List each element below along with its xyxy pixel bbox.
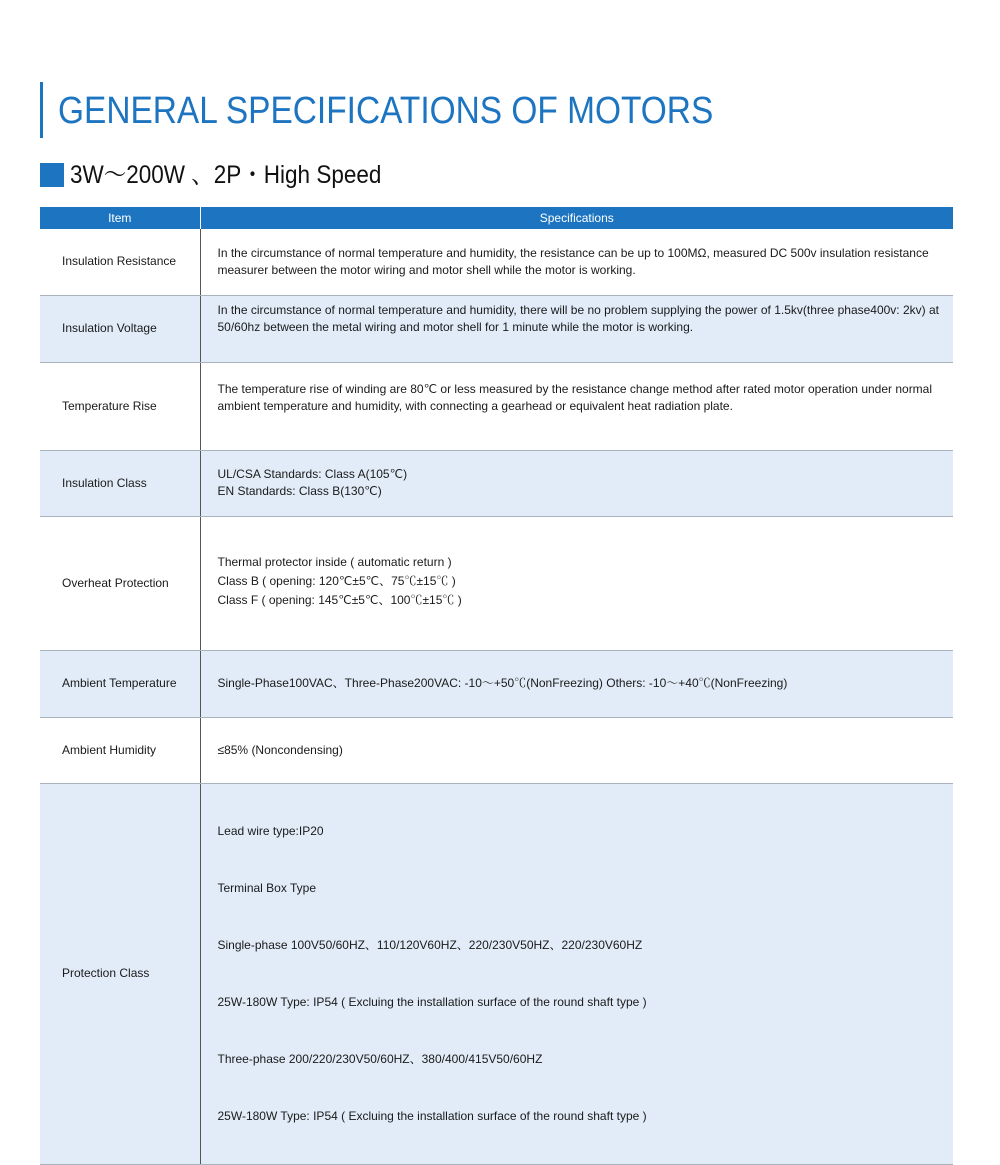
spec-text: In the circumstance of normal temperature and humidity, there will be no problem supplying the power of 1.5kv(three phase400v: 2kv) at 50/60hz between the metal wiring and motor shell for 1 minute while the motor is working. <box>217 302 939 334</box>
row-item-cell <box>40 650 200 717</box>
table-row <box>40 362 953 450</box>
table-row <box>40 516 953 650</box>
table-row <box>40 717 953 783</box>
row-spec-cell <box>200 717 953 783</box>
spec-line: Terminal Box Type <box>217 880 316 895</box>
row-spec-cell <box>200 295 953 362</box>
row-item-label: Temperature Rise <box>62 398 157 413</box>
spec-line: Class B ( opening: 120℃±5℃、75℃±15℃ ) <box>217 573 456 588</box>
spec-line: EN Standards: Class B(130℃) <box>217 484 382 498</box>
row-item-label: Ambient Humidity <box>62 742 157 757</box>
page-title: GENERAL SPECIFICATIONS OF MOTORS <box>58 90 714 132</box>
row-spec-cell <box>200 650 953 717</box>
row-item-label: Insulation Resistance <box>62 254 177 269</box>
row-item-label: Protection Class <box>62 966 150 980</box>
specifications-table <box>40 207 953 1165</box>
spec-line: Class F ( opening: 145℃±5℃、100℃±15℃ ) <box>217 592 462 607</box>
row-item-cell <box>40 295 200 362</box>
row-item-label: Ambient Temperature <box>62 676 177 690</box>
row-item-cell <box>40 229 200 295</box>
spec-line: Three-phase 200/220/230V50/60HZ、380/400/415V50/60HZ <box>217 1051 543 1066</box>
column-header-specifications: Specifications <box>200 207 953 229</box>
table-row <box>40 783 953 1164</box>
spec-line: 25W-180W Type: IP54 ( Excluing the installation surface of the round shaft type ) <box>217 1108 647 1123</box>
row-spec-cell <box>200 783 953 1164</box>
table-header-row <box>40 207 953 229</box>
table-row <box>40 229 953 295</box>
row-item-cell <box>40 362 200 450</box>
row-item-cell <box>40 717 200 783</box>
spec-line: Single-phase 100V50/60HZ、110/120V60HZ、220/230V50HZ、220/230V60HZ <box>217 937 643 952</box>
section-subtitle: 3W～200W 、2P・High Speed <box>70 161 382 189</box>
row-item-cell <box>40 450 200 516</box>
title-accent-bar <box>40 82 43 138</box>
spec-text: In the circumstance of normal temperature and humidity, the resistance can be up to 100MΩ, measured DC 500v insulation resistance measurer between the motor wiring and motor shell while the motor is working. <box>217 245 929 277</box>
spec-line: UL/CSA Standards: Class A(105℃) <box>217 467 408 481</box>
row-item-label: Insulation Class <box>62 475 147 490</box>
spec-text: The temperature rise of winding are 80℃ or less measured by the resistance change method after rated motor operation under normal ambient temperature and humidity, with connecting a gearhead or equivalent heat radiation plate. <box>217 382 933 413</box>
row-spec-cell <box>200 450 953 516</box>
spec-line: Single-Phase100VAC、Three-Phase200VAC: -10～+50℃(NonFreezing) Others: -10～+40℃(NonFreezing) <box>217 676 788 690</box>
row-item-label: Overheat Protection <box>62 575 169 590</box>
table-row <box>40 450 953 516</box>
row-spec-cell <box>200 362 953 450</box>
row-spec-cell <box>200 516 953 650</box>
row-item-label: Insulation Voltage <box>62 321 157 335</box>
table-row <box>40 295 953 362</box>
spec-line: Lead wire type:IP20 <box>217 823 324 838</box>
spec-line: Thermal protector inside ( automatic return ) <box>217 554 452 569</box>
column-header-item: Item <box>40 207 200 229</box>
row-item-cell <box>40 783 200 1164</box>
row-spec-cell <box>200 229 953 295</box>
row-item-cell <box>40 516 200 650</box>
spec-line: 25W-180W Type: IP54 ( Excluing the installation surface of the round shaft type ) <box>217 994 647 1009</box>
spec-line: ≤85% (Noncondensing) <box>217 742 343 757</box>
table-row <box>40 650 953 717</box>
subtitle-square-icon <box>40 163 64 187</box>
